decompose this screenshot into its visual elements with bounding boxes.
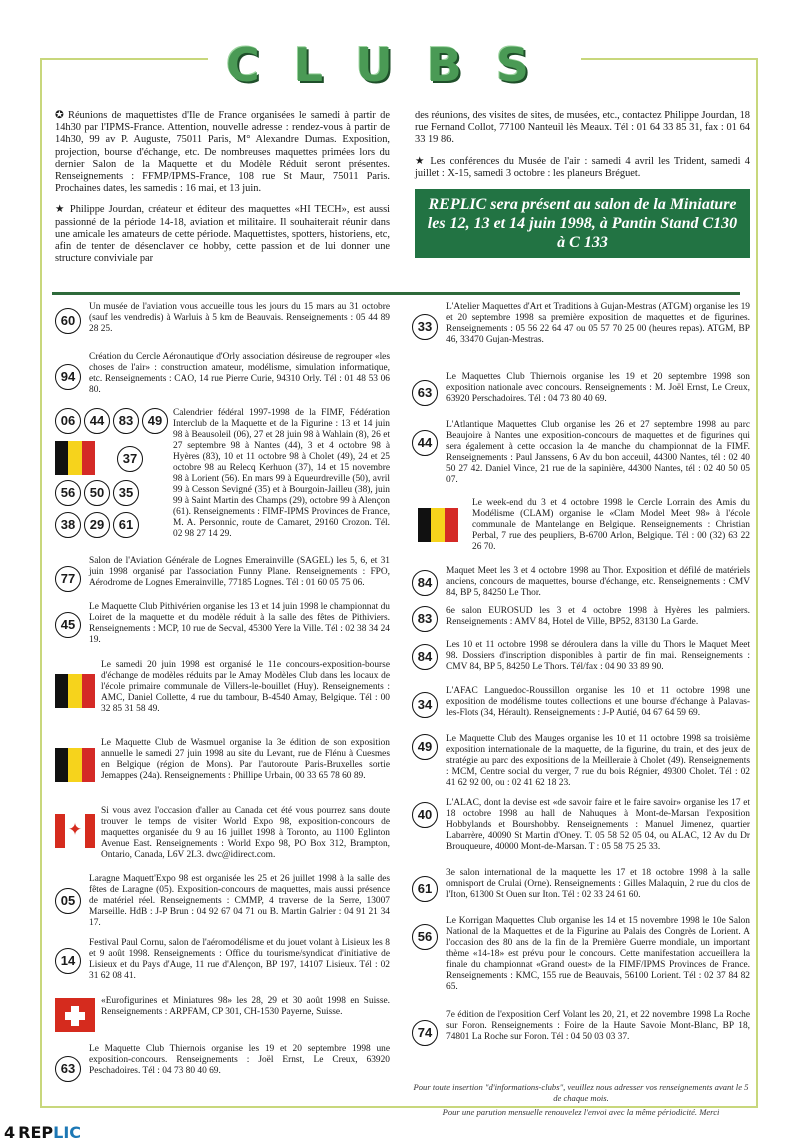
page-number: 4 <box>4 1123 16 1142</box>
department-badge: 44 <box>412 430 438 456</box>
club-entry <box>412 302 750 348</box>
department-badge: 61 <box>412 876 438 902</box>
entry-text: Le Maquettes Club Thiernois organise les 19 et 20 septembre 1998 son exposition nationale avec concours. Renseignements : M. Joël Ernst, Le Creux, 63920 Perschadoires. Tél : 04 73 80 40 69. <box>446 372 750 404</box>
belgium-flag-icon <box>55 441 95 475</box>
department-badge: 83 <box>113 408 139 434</box>
intro-right-column <box>415 110 750 258</box>
department-badge: 35 <box>113 480 139 506</box>
club-entry <box>55 556 390 596</box>
club-entry <box>55 602 390 650</box>
entry-text: 3e salon international de la maquette les 17 et 18 octobre 1998 à la salle omnisport de Crulai (Orne). Renseignements : Gilles Malaquin, 2 rue du clos de l'Iton, 61300 St Ouen sur Iton. Tél : 02 33 24 61 60. <box>446 868 750 900</box>
club-entry <box>55 660 390 728</box>
promo-box: REPLIC sera présent au salon de la Miniature les 12, 13 et 14 juin 1998, à Pantin Stand C130 à C 133 <box>415 189 750 258</box>
department-badge: 77 <box>55 566 81 592</box>
department-badge: 84 <box>412 644 438 670</box>
department-badge: 63 <box>55 1056 81 1082</box>
page-title: CLUBS <box>208 38 581 92</box>
club-entry <box>412 606 750 636</box>
intro-paragraph: ✪ Réunions de maquettistes d'Ile de France organisées le samedi à partir de 14h30 par l'IPMS-France. Attention, nouvelle adresse : rendez-vous à partir de 14h30, 99 av P. Auguste, 75011 Paris, M° Alexandre Dumas. Exposition, projection, bourse d'échange, etc. De nombreuses maquettes primées lors du dernier Salon de la Maquette et du Modèle Réduit seront présentes. Renseignements : FFMP/IPMS-France, 108 rue St Maur, 75011 Paris. Prochaines dates, les samedis : 16 mai, et 13 juin. <box>55 110 390 195</box>
department-badge: 38 <box>55 512 81 538</box>
club-entry <box>55 738 390 796</box>
club-entry <box>412 734 750 790</box>
intro-paragraph: des réunions, des visites de sites, de musées, etc., contactez Philippe Jourdan, 18 rue Fernand Collot, 77100 Nanteuil lès Meaux. Tél : 01 64 33 85 31, fax : 01 64 33 19 86. <box>415 110 750 146</box>
intro-paragraph: ★ Les conférences du Musée de l'air : samedi 4 avril les Trident, samedi 4 juillet : X-15, samedi 3 octobre : les planeurs Bréguet. <box>415 155 750 179</box>
canada-flag-icon <box>55 814 95 848</box>
department-badge: 74 <box>412 1020 438 1046</box>
department-badge: 33 <box>412 314 438 340</box>
entry-text: Le week-end du 3 et 4 octobre 1998 le Cercle Lorrain des Amis du Modélisme (CLAM) organise le «Clam Model Meet 98» à l'école communale de Mantelange en Belgique. Renseignements : Christian Perbal, 7 rue des peupliers, B-6700 Arlon, Belgique. Tél : 00 (32) 63 22 26 70. <box>472 498 750 552</box>
entry-text: L'ALAC, dont la devise est «de savoir faire et le faire savoir» organise les 17 et 18 octobre 1998 au hall de Nahuques à Mont-de-Marsan l'exposition Hobbylands et Bourshobby. Renseignements : Manuel Jimenez, quartier Labarrère, 40090 St Martin d'Oney. T. 05 58 52 05 04, ou ALAC, 12 Av du Dr Brouqueure, 40000 Mont-de-Marsan. T : 05 58 75 25 33. <box>446 798 750 852</box>
department-badge: 29 <box>84 512 110 538</box>
department-badge: 61 <box>113 512 139 538</box>
entry-text: Laragne Maquett'Expo 98 est organisée les 25 et 26 juillet 1998 à la salle des fêtes de Laragne (05). Exposition-concours de maquettes, mais aussi présence de matériel réel. Renseignements : CMMP, 4 traverse de la Serre, 13007 Marseille. HdB : J-P Brun : 04 92 67 04 71 ou B. Martin Galrier : 04 91 21 34 17. <box>89 874 390 928</box>
footer-note-line: Pour toute insertion "d'informations-clubs", veuillez nous adresser vos renseignements avant le 5 de chaque mois. <box>413 1082 749 1103</box>
switzerland-flag-icon <box>55 998 95 1032</box>
department-badge: 40 <box>412 802 438 828</box>
entry-text: L'AFAC Languedoc-Roussillon organise les 10 et 11 octobre 1998 une exposition de modélisme toutes collections et une bourse d'échange à Palavas-les-Flots (34, Hérault). Renseignements : J-P Autié, 04 67 64 59 69. <box>446 686 750 718</box>
entry-text: Le Maquette Club Thiernois organise les 19 et 20 septembre 1998 une exposition-concours. Renseignements : Joël Ernst, Le Creux, 63920 Peschadoires. Tél : 04 73 80 40 69. <box>89 1044 390 1076</box>
footer-logo <box>0 1120 100 1145</box>
entry-text: Le Maquette Club des Mauges organise les 10 et 11 octobre 1998 sa troisième exposition internationale de la maquette, de la figurine, du train, et des jeux de stratégie au parc des expositions de la Meilleraie à Cholet (49). Renseignements : MCM, Centre social du verger, 7 rue du bois Régnier, 49300 Cholet. Tél : 02 41 62 92 00, ou : 02 41 62 18 23. <box>446 734 750 788</box>
entry-text: Si vous avez l'occasion d'aller au Canada cet été vous pourrez sans doute trouver le temps de visiter World Expo 98, exposition-concours de maquettes organisée du 9 au 16 juillet 1998 à Toronto, au 1100 Eglinton Avenue East. Renseignements : World Expo 98, PO Box 312, Brampton, Ontario, Canada, L6V 2L3. dwc@idirect.com. <box>101 806 390 860</box>
entry-text: Le Maquette Club de Wasmuel organise la 3e édition de son exposition annuelle le samedi 27 juin 1998 au site du Levant, rue de Flénu à Cuesmes en Belgique (région de Mons). Par l'autoroute Paris-Bruxelles sortie Jemappes (24a). Renseignements : Phillipe Urbain, 00 33 65 78 60 89. <box>101 738 390 781</box>
department-badge: 34 <box>412 692 438 718</box>
header <box>0 38 789 92</box>
entry-text: L'Atlantique Maquettes Club organise les 26 et 27 septembre 1998 au parc Beaujoire à Nantes une exposition-concours de maquettes et de figurines qui sera également à cette occasion la 4e manche du championnat de la FIMF. Renseignements : Paul Janssens, 6 Av du bon acceuil, 44300 Nantes, tél : 02 40 50 27 42. Daniel Vince, 21 rue de la sapinière, 44300 Nantes, tél : 02 40 50 05 07. <box>446 420 750 485</box>
club-entry <box>412 640 750 676</box>
club-entry <box>412 916 750 992</box>
club-entry <box>412 686 750 726</box>
club-entry <box>55 806 390 866</box>
club-entry <box>55 1044 390 1084</box>
club-entry <box>55 996 390 1036</box>
entry-text: 6e salon EUROSUD les 3 et 4 octobre 1998 à Hyères les palmiers. Renseignements : AMV 84, Hotel de Ville, BP52, 83130 La Garde. <box>446 606 750 627</box>
entry-text: Le samedi 20 juin 1998 est organisé le 11e concours-exposition-bourse d'échange de modèles réduits par le Amay Modèles Club dans les locaux de l'école primaire communale de Villers-le-bouillet (Huy). Renseignements : AMC, Daniel Collette, 4 rue du tambour, B-4540 Amay, Belgique. Tél : 00 32 85 31 58 49. <box>101 660 390 714</box>
intro-paragraph: ★ Philippe Jourdan, créateur et éditeur des maquettes «HI TECH», est aussi passionné de la période 14-18, aviation et militaire. Il souhaiterait réunir dans une amicale les amateurs de cette période. Maquettistes, spotters, historiens, etc, afin de tenter de désenclaver ce hobby, cette passion et de lui donner une structure conviviale par <box>55 204 390 265</box>
department-badge: 56 <box>55 480 81 506</box>
footer-note-line: Pour une parution mensuelle renouvelez l'envoi avec la même périodicité. Merci <box>442 1107 720 1117</box>
club-entry <box>412 420 750 490</box>
entry-text: «Eurofigurines et Miniatures 98» les 28, 29 et 30 août 1998 en Suisse. Renseignements : ARPFAM, CP 301, CH-1530 Payerne, Suisse. <box>101 996 390 1017</box>
club-entry <box>55 408 390 542</box>
department-badge: 45 <box>55 612 81 638</box>
club-entry <box>412 1010 750 1050</box>
department-badge: 37 <box>117 446 143 472</box>
club-entry <box>412 566 750 600</box>
department-badge: 49 <box>412 734 438 760</box>
club-entry <box>412 868 750 908</box>
entry-text: Le Korrigan Maquettes Club organise les 14 et 15 novembre 1998 le 10e Salon National de la Maquettes et de la Figurine au Palais des Congrès de Lorient. A l'occasion des 80 ans de la fin de la Première Guerre mondiale, un important thème «14-18» est prévu pour le concours. Cette manifestation accueillera la finale du championnat «Grand ouest» de la FIMF/IPMS Provinces de France. Renseignements : KMC, 155 rue de Beauvais, 56100 Lorient. Tél : 02 37 84 82 65. <box>446 916 750 992</box>
belgium-flag-icon <box>418 508 458 542</box>
club-entry <box>412 372 750 412</box>
belgium-flag-icon <box>55 748 95 782</box>
club-entry <box>55 874 390 928</box>
department-badge: 63 <box>412 380 438 406</box>
club-entry <box>55 302 390 338</box>
entry-text: 7e édition de l'exposition Cerf Volant les 20, 21, et 22 novembre 1998 La Roche sur Foron. Renseignements : Foire de la Haute Savoie Mont-Blanc, BP 18, 74801 La Roche sur Foron. Tél : 04 50 03 03 37. <box>446 1010 750 1042</box>
department-badge: 06 <box>55 408 81 434</box>
section-divider <box>52 292 740 295</box>
entry-text: L'Atelier Maquettes d'Art et Traditions à Gujan-Mestras (ATGM) organise les 19 et 20 septembre 1998 sa première exposition de maquettes et de figurines. Renseignements : 05 56 22 64 47 ou 05 57 70 25 00 (heures repas). ATGM, BP 46, 33470 Gujan-Mestras. <box>446 302 750 345</box>
department-badge: 05 <box>55 888 81 914</box>
belgium-flag-icon <box>55 674 95 708</box>
entry-text: Festival Paul Cornu, salon de l'aéromodélisme et du jouet volant à Lisieux les 8 et 9 août 1998. Renseignements : Office du tourisme/syndicat d'initiative de Lisieux et du Pays d'Auge, 11 rue d'Alençon, BP 197, 14107 Lisieux. Tél : 02 31 62 08 41. <box>89 938 390 981</box>
department-badge: 94 <box>55 364 81 390</box>
entry-text: Un musée de l'aviation vous accueille tous les jours du 15 mars au 31 octobre (sauf les vendredis) à Warluis à 5 km de Beauvais. Renseignements : 05 44 89 28 25. <box>89 302 390 334</box>
intro-left-column <box>55 110 390 274</box>
logo-lic: LIC <box>53 1123 82 1142</box>
department-badge: 49 <box>142 408 168 434</box>
entry-text: Calendrier fédéral 1997-1998 de la FIMF, Fédération Interclub de la Maquette et de la Figurine : 13 et 14 juin 98 à Beausoleil (06), 27 et 28 juin 98 à Wahlain (8), 26 et 27 septembre 98 à Nantes (44), 3 et 4 octobre 98 à Hyères (83), 10 et 11 octobre 98 à Cholet (49), 24 et 25 octobre 98 au Relecq Kerhuon (37), 14 et 15 novembre 98 à Lorient (56). En mars 99 à Equeurdreville (50), avril 99 à Cesson Sevigné (35) et à Bourgoin-Jailleu (38), juin 99 à Saint Martin des Champs (29), octobre 99 à Alençon (61). Renseignements : FIMF-IPMS Provinces de France, M. A. Personnic, route de Camaret, 29160 Crozon. Tél. 02 98 27 14 29. <box>173 408 390 539</box>
footer-note <box>412 1082 750 1118</box>
department-badge: 83 <box>412 606 438 632</box>
department-badge: 84 <box>412 570 438 596</box>
entry-text: Maquet Meet les 3 et 4 octobre 1998 au Thor. Exposition et défilé de matériels anciens, concours de maquettes, bourse d'échange, etc. Renseignements : CMV 84, BP 5, 84250 Le Thor. <box>446 566 750 598</box>
entry-text: Le Maquette Club Pithivérien organise les 13 et 14 juin 1998 le championnat du Loiret de la maquette et du modèle réduit à la salle des fêtes de Pithiviers. Renseignements : MCP, 10 rue de Secval, 45300 Yere la Ville. Tél : 02 38 34 24 19. <box>89 602 390 645</box>
entry-text: Salon de l'Aviation Générale de Lognes Emerainville (SAGEL) les 5, 6, et 31 juin 1998 organisé par l'association Funny Plane. Renseignements : FPO, Aérodrome de Lognes Emerainville, 77185 Lognes. Tél : 01 60 05 75 06. <box>89 556 390 588</box>
club-entry <box>55 352 390 400</box>
entry-text: Les 10 et 11 octobre 1998 se déroulera dans la ville du Thors le Maquet Meet 98. Dossiers d'inscription disponibles à partir de fin mai. Renseignements : CMV 84, BP 5, 84250 Le Thors. Tél/fax : 04 90 33 89 90. <box>446 640 750 672</box>
department-badge: 56 <box>412 924 438 950</box>
department-badge: 14 <box>55 948 81 974</box>
maple-leaf-icon: ✦ <box>67 820 83 839</box>
department-badge: 50 <box>84 480 110 506</box>
club-entry <box>412 798 750 854</box>
logo-rep: REP <box>18 1123 54 1142</box>
entry-text: Création du Cercle Aéronautique d'Orly association désireuse de regrouper «les choses de l'air» : construction amateur, modélisme, simulation informatique, etc. Renseignements : CAO, 14 rue Pierre Curie, 94310 Orly. Tél : 01 48 53 06 80. <box>89 352 390 395</box>
club-entry <box>55 938 390 984</box>
department-badge: 44 <box>84 408 110 434</box>
department-badge: 60 <box>55 308 81 334</box>
club-entry <box>412 498 750 558</box>
